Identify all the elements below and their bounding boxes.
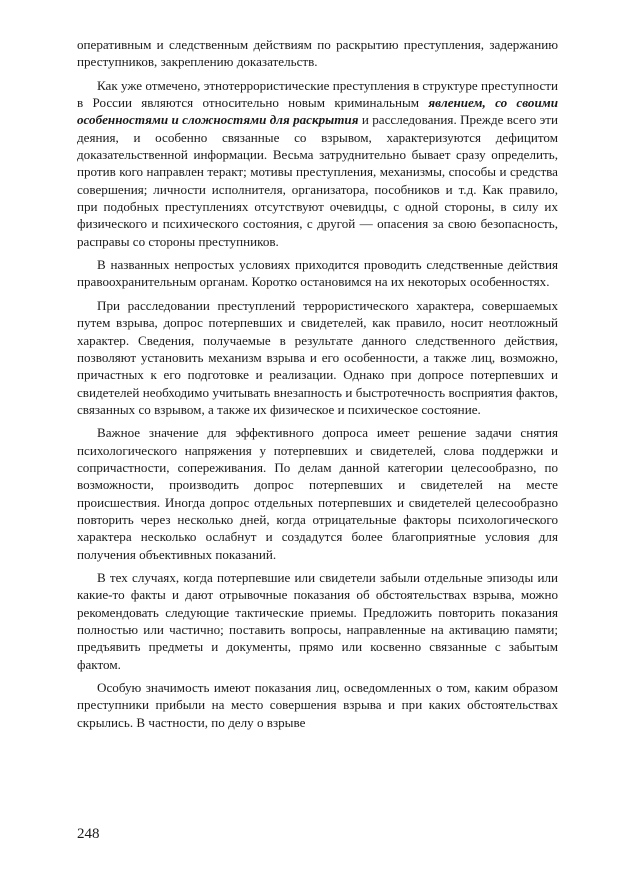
paragraph-text: Важное значение для эффективного допроса имеет решение задачи снятия психологического напряжения у потерпевших и свидетелей, слова поддержки и сопричастности, сопереживания. По делам данной категории целесообразно, по возможности, производить допрос потерпевших и свидетелей на месте происшествия. Иногда допрос отдельных потерпевших и свидетелей целесообразно повторить через несколько дней, когда отрицательные факторы психологического характера несколько ослабнут и создадутся более благоприятные условия для получения объективных показаний. (77, 425, 558, 562)
emphasized-phrase: явлением, со своими особенностями и сложностями для раскрытия (77, 95, 559, 128)
paragraph-interrogation (77, 297, 558, 418)
paragraph-psychological-tension (77, 424, 558, 563)
page-number: 248 (77, 826, 100, 842)
paragraph-text: При расследовании преступлений террористического характера, совершаемых путем взрыва, допрос потерпевших и свидетелей, как правило, носит неотложный характер. Сведения, получаемые в результате данного следственного действия, позволяют установить механизм взрыва и его особенности, а также лиц, возможно, причастных к его подготовке и реализации. Однако при допросе потерпевших и свидетелей необходимо учитывать внезапность и быстротечность восприятия фактов, связанных со взрывом, а также их физическое и психическое состояние. (77, 297, 558, 417)
paragraph-text: оперативным и следственным действиям по раскрытию преступления, задержанию преступников, закреплению доказательств. (77, 37, 558, 70)
book-page-text (77, 36, 558, 731)
paragraph-text: В тех случаях, когда потерпевшие или свидетели забыли отдельные эпизоды или какие-то факты и дают отрывочные показания об обстоятельствах взрыва, можно рекомендовать следующие тактические приемы. Предложить повторить показания полностью или частично; поставить вопросы, направленные на активацию памяти; предъявить предметы и документы, прямо или косвенно связанные с забытым фактом. (77, 569, 558, 672)
paragraph-forgotten-episodes (77, 569, 558, 673)
paragraph-difficult-conditions (77, 256, 558, 291)
paragraph-informed-persons (77, 679, 558, 731)
paragraph-continuation (77, 36, 558, 71)
paragraph-text: Особую значимость имеют показания лиц, осведомленных о том, каким образом преступники прибыли на место совершения взрыва и при каких обстоятельствах скрылись. В частности, по делу о взрыве (77, 680, 558, 730)
paragraph-ethnoterrorism (77, 77, 558, 250)
paragraph-text: Как уже отмечено, этнотеррористические преступления в структуре преступности в России являются относительно новым криминальным явлением, со своими особенностями и сложностями для раскрытия и расследования. Прежде всего эти деяния, и особенно связанные со взрывом, характеризуются дефицитом доказательственной информации. Весьма затруднительно бывает сразу определить, против кого направлен теракт; мотивы преступления, механизмы, способы и средства совершения; личности исполнителя, организатора, пособников и т.д. Как правило, при подобных преступлениях отсутствуют очевидцы, с одной стороны, в силу их физического и психического состояния, с другой — опасения за свою безопасность, расправы со стороны преступников. (77, 77, 559, 249)
paragraph-text: В названных непростых условиях приходится проводить следственные действия правоохранительным органам. Коротко остановимся на их некоторых особенностях. (77, 257, 558, 290)
